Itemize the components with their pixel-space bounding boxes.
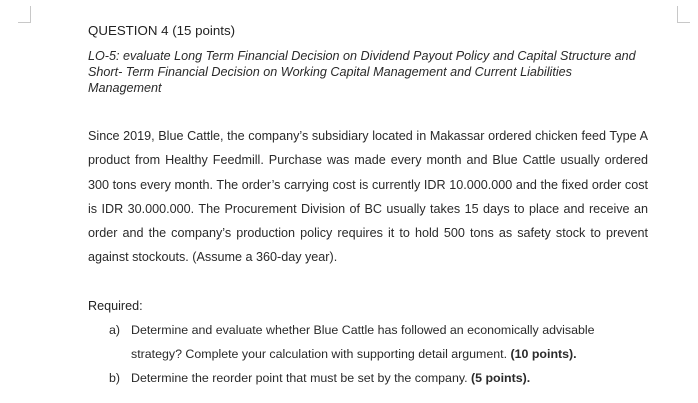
case-paragraph: Since 2019, Blue Cattle, the company’s subsidiary located in Makassar ordered chicken feed Type A product from Healthy Feedmill. Purchase was made every month and Blue Cattle usually ordered 300 tons every month. The order’s carrying cost is currently IDR 10.000.000 and the fixed order cost is IDR 30.000.000. The Procurement Division of BC usually takes 15 days to place and receive an order and the company’s production policy requires it to hold 500 tons as safety stock to prevent against stockouts. (Assume a 360-day year).	[88, 129, 648, 265]
document-page	[88, 22, 648, 391]
requirement-item-a	[88, 318, 648, 367]
question-heading: QUESTION 4 (15 points)	[88, 23, 236, 38]
requirement-marker: a)	[109, 322, 121, 337]
page-corner-mark-left	[18, 6, 31, 23]
requirement-points: (5 points).	[471, 371, 531, 386]
requirement-text: Determine and evaluate whether Blue Cattle has followed an economically advisable strategy? Complete your calculation with supporting detail argument.	[131, 322, 595, 362]
requirement-item-b	[88, 366, 648, 390]
requirement-marker: b)	[109, 371, 121, 386]
requirements-list	[88, 318, 648, 391]
required-heading: Required:	[88, 298, 143, 313]
page-corner-mark-right	[677, 6, 690, 23]
learning-outcome: LO-5: evaluate Long Term Financial Decision on Dividend Payout Policy and Capital Structure and Short- Term Financial Decision on Working Capital Management and Current Liabilities Management	[88, 49, 636, 95]
requirement-text: Determine the reorder point that must be set by the company.	[131, 371, 468, 386]
requirement-points: (10 points).	[510, 347, 577, 362]
